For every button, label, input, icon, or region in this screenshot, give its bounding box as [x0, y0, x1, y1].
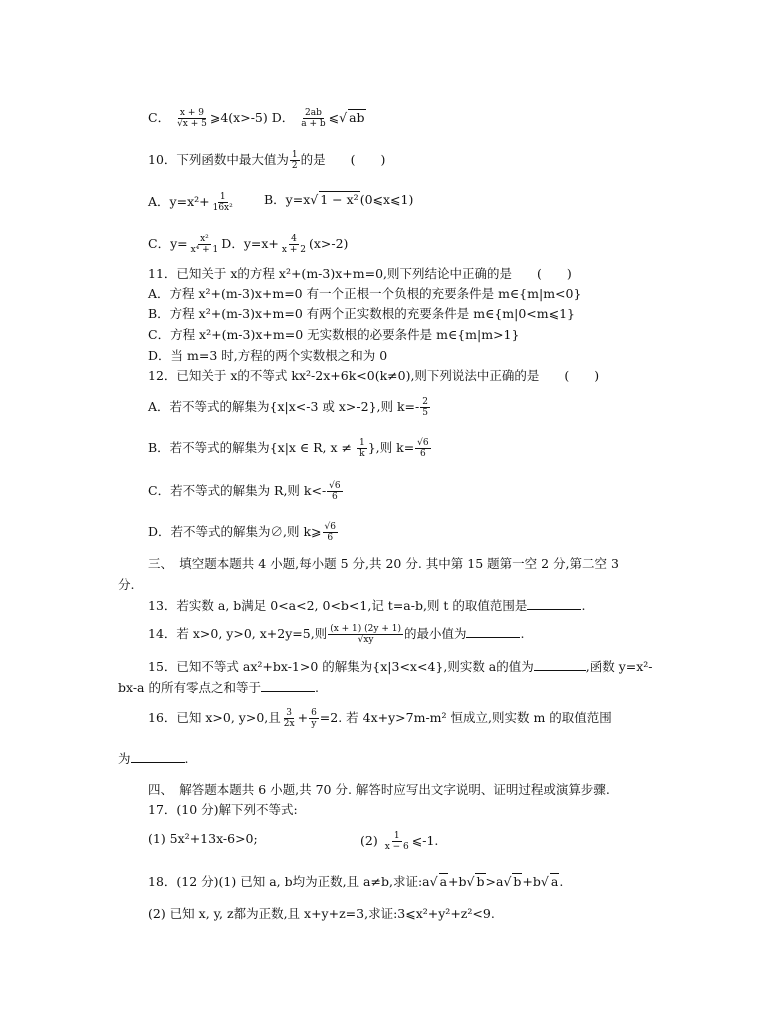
- answer-blank: [261, 691, 315, 692]
- q16-line2: 为 .: [118, 751, 189, 766]
- q18-part1: 18．(12 分)(1) 已知 a, b均为正数,且 a≠b,求证:a√ a+b√ b>a√ b+b√ a.: [148, 874, 564, 889]
- q12-option-a: A．若不等式的解集为{x|x<-3 或 x>-2},则 k=- $\frac{2}{5}$: [148, 397, 428, 418]
- q12-option-d: D．若不等式的解集为∅,则 k⩾ $\frac{√6}{6}$: [148, 522, 336, 543]
- q11-stem: 11．已知关于 x的方程 x²+(m-3)x+m=0,则下列结论中正确的是 ( ): [148, 266, 572, 281]
- q9d-fraction: $\frac{2ab}{a + b}$: [301, 108, 326, 129]
- q15-line2: bx-a 的所有零点之和等于 .: [118, 680, 319, 695]
- q10-option-a: A．y=x²+ $\frac{1}{\text{16x²}}$: [148, 192, 233, 213]
- q10-option-b: B．y=x√ 1 − x²(0⩽x⩽1): [264, 192, 414, 207]
- q17-stem: 17．(10 分)解下列不等式:: [148, 802, 298, 817]
- answer-blank: [534, 670, 586, 671]
- q14: 14．若 x>0, y>0, x+2y=5,则 $\frac{(x + 1) (2y + 1)}{√xy}$ 的最小值为 .: [148, 624, 525, 645]
- q9-option-cd: C． $\frac{x + 9}{√x + 5}$ ⩾4(x>-5) D． $\frac{2ab}{a + b}$ ⩽√ ab: [148, 108, 365, 129]
- q18-part2: (2) 已知 x, y, z都为正数,且 x+y+z=3,求证:3⩽x²+y²+z²<9.: [148, 906, 495, 921]
- section4-heading: 四、 解答题本题共 6 小题,共 70 分. 解答时应写出文字说明、证明过程或演算步骤.: [148, 782, 610, 797]
- section3-heading: 三、 填空题本题共 4 小题,每小题 5 分,共 20 分. 其中第 15 题第一空 2 分,第二空 3: [148, 556, 619, 571]
- q13: 13．若实数 a, b满足 0<a<2, 0<b<1,记 t=a-b,则 t 的取值范围是 .: [148, 598, 586, 613]
- answer-blank: [131, 762, 185, 763]
- q9c-fraction: $\frac{x + 9}{√x + 5}$: [177, 108, 207, 129]
- q11-option-d: D．当 m=3 时,方程的两个实数根之和为 0: [148, 348, 388, 363]
- q16-line1: 16．已知 x>0, y>0,且 $\frac{3}{2x}$ + $\frac{6}{y}$ =2. 若 4x+y>7m-m² 恒成立,则实数 m 的取值范围: [148, 708, 612, 729]
- answer-blank: [527, 609, 581, 610]
- q12-stem: 12．已知关于 x的不等式 kx²-2x+6k<0(k≠0),则下列说法中正确的是 ( ): [148, 368, 600, 383]
- q11-option-b: B．方程 x²+(m-3)x+m=0 有两个正实数根的充要条件是 m∈{m|0<m⩽1}: [148, 306, 576, 321]
- section3-heading-cont: 分.: [118, 577, 135, 592]
- q17-part2: (2) $\frac{1}{x - 6}$ ⩽-1.: [360, 831, 439, 852]
- q11-option-c: C．方程 x²+(m-3)x+m=0 无实数根的必要条件是 m∈{m|m>1}: [148, 327, 520, 342]
- q12-option-c: C．若不等式的解集为 R,则 k<- $\frac{√6}{6}$: [148, 481, 341, 502]
- answer-blank: [466, 637, 520, 638]
- q11-option-a: A．方程 x²+(m-3)x+m=0 有一个正根一个负根的充要条件是 m∈{m|m<0}: [148, 286, 582, 301]
- q12-option-b: B．若不等式的解集为{x|x ∈ R, x ≠ $\frac{1}{k}$ },则 k= $\frac{√6}{6}$: [148, 438, 429, 459]
- q15-line1: 15．已知不等式 ax²+bx-1>0 的解集为{x|3<x<4},则实数 a的值为 ,函数 y=x²-: [148, 659, 653, 674]
- q10-option-cd: C．y= $\frac{\text{x²}}{\text{x⁴ + 1}}$ D．y=x+ $\frac{4}{x + 2}$ (x>-2): [148, 234, 349, 255]
- q17-part1: (1) 5x²+13x-6>0;: [148, 831, 258, 846]
- q10-stem: 10．下列函数中最大值为 $\frac{1}{2}$ 的是 ( ): [148, 150, 386, 171]
